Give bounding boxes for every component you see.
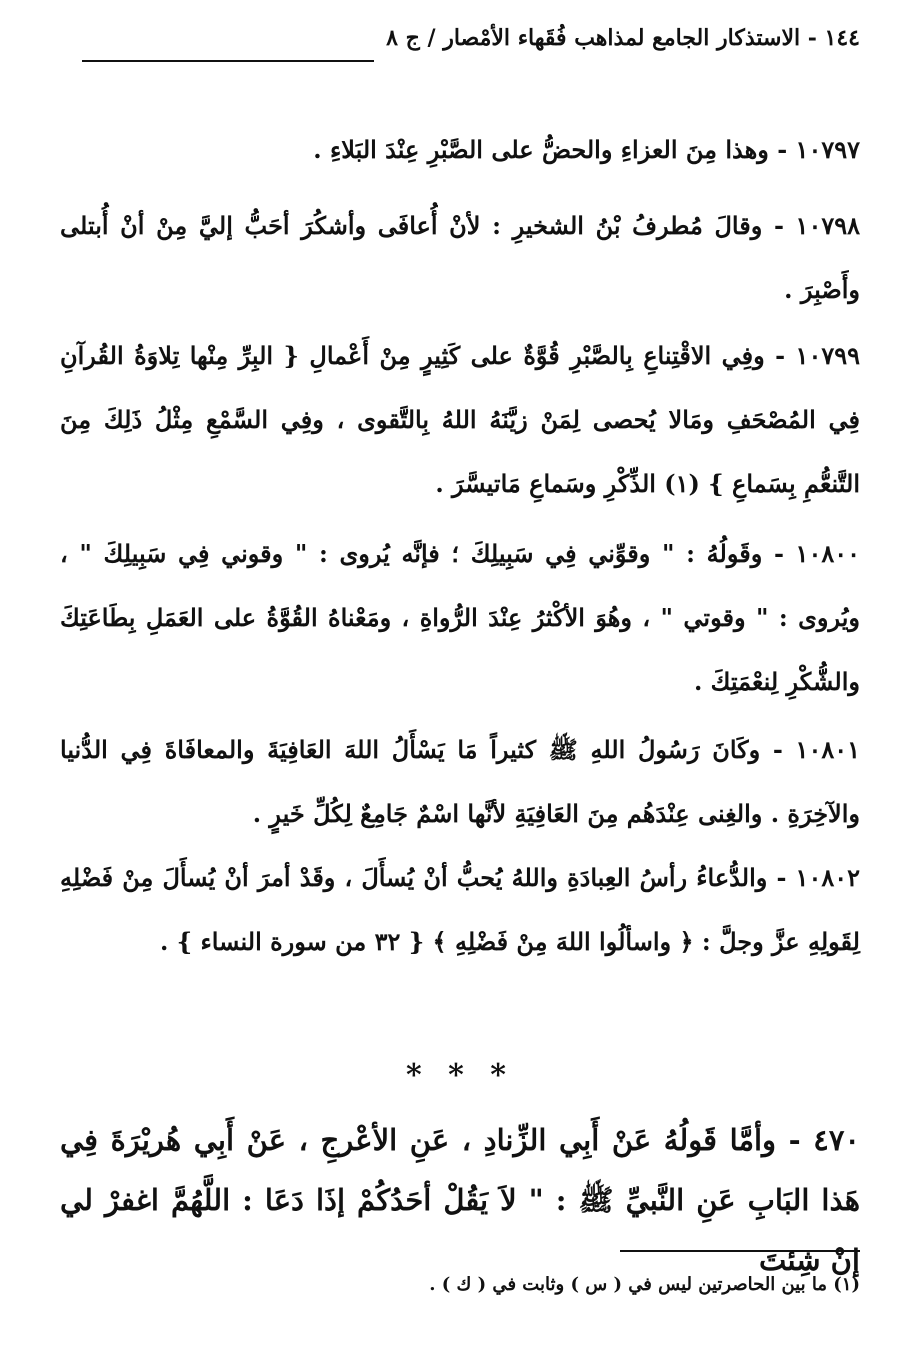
- section-separator: * * *: [406, 1058, 514, 1093]
- paragraph-470: ٤٧٠ - وأمَّا قَولُهُ عَنْ أَبِي الزِّنادِ ، عَنِ الأعْرجِ ، عَنْ أَبِي هُريْرَةَ فِي هَذا البَابِ عَنِ النَّبيِّ ﷺ : " لاَ يَقُلْ أحَدُكُمْ إذَا دَعَا : اللَّهُمَّ اغفرْ لي إنْ شِئتَ: [60, 1123, 860, 1277]
- paragraph-10802: ١٠٨٠٢ - والدُّعاءُ رأسُ العِبادَةِ واللهُ يُحبُّ أنْ يُسأَلَ ، وقَدْ أمرَ أنْ يُسأَلَ مِنْ فَضْلِهِ لِقَولِهِ عزَّ وجلَّ : ﴿ واسألُوا اللهَ مِنْ فَضْلِهِ ﴾ { ٣٢ من سورة النساء } .: [60, 863, 860, 956]
- footnote-rule: [620, 1250, 860, 1252]
- footnote: (١) ما بين الحاصرتين ليس في ( س ) وثابت في ( ك ) .: [429, 1274, 860, 1295]
- paragraph-10799: ١٠٧٩٩ - وفِي الاقْتِناعِ بِالصَّبْرِ قُوَّةٌ على كَثِيرٍ مِنْ أَعْمالِ { البِرِّ مِنْها تِلاوَةُ القُرآنِ فِي المُصْحَفِ ومَالا يُحصى لِمَنْ زيَّنَهُ اللهُ بِالتَّقوى ، وفِي السَّمْعِ مِثْلُ ذَلِكَ مِنَ التَّنعُّمِ بِسَماعِ } (١) الذِّكْرِ وسَماعِ مَاتيسَّرَ .: [60, 341, 860, 498]
- paragraph-10801: ١٠٨٠١ - وكَانَ رَسُولُ اللهِ ﷺ كثيراً مَا يَسْأَلُ اللهَ العَافِيَةَ والمعافَاةَ فِي الدُّنيا والآخِرَةِ . والغِنى عِنْدَهُم مِنَ العَافِيَةِ لأنَّها اسْمٌ جَامِعٌ لِكُلِّ خَيرٍ .: [60, 735, 860, 828]
- page: [60, 18, 860, 1348]
- paragraph-10798: ١٠٧٩٨ - وقالَ مُطرفُ بْنُ الشخيرِ : لأنْ أُعافَى وأشكُرَ أحَبُّ إليَّ مِنْ أنْ أُبتلى وأَصْبِرَ .: [60, 211, 860, 304]
- paragraph-10800: ١٠٨٠٠ - وقَولُهُ : " وقوِّني فِي سَبِيلِكَ ؛ فإنَّه يُروى : " وقوني فِي سَبِيلِكَ " ، ويُروى : " وقوتي " ، وهُوَ الأكْثرُ عِنْدَ الرُّواةِ ، ومَعْناهُ القُوَّةُ على العَمَلِ بِطَاعَتِكَ والشُّكْرِ لِنعْمَتِكَ .: [60, 539, 860, 696]
- header-rule: [82, 60, 374, 62]
- running-header: ١٤٤ - الاستذكار الجامع لمذاهب فُقَهاء الأمْصار / ج ٨: [386, 25, 860, 51]
- paragraph-10797: ١٠٧٩٧ - وهذا مِنَ العزاءِ والحضُّ على الصَّبْرِ عِنْدَ البَلاءِ .: [313, 135, 860, 164]
